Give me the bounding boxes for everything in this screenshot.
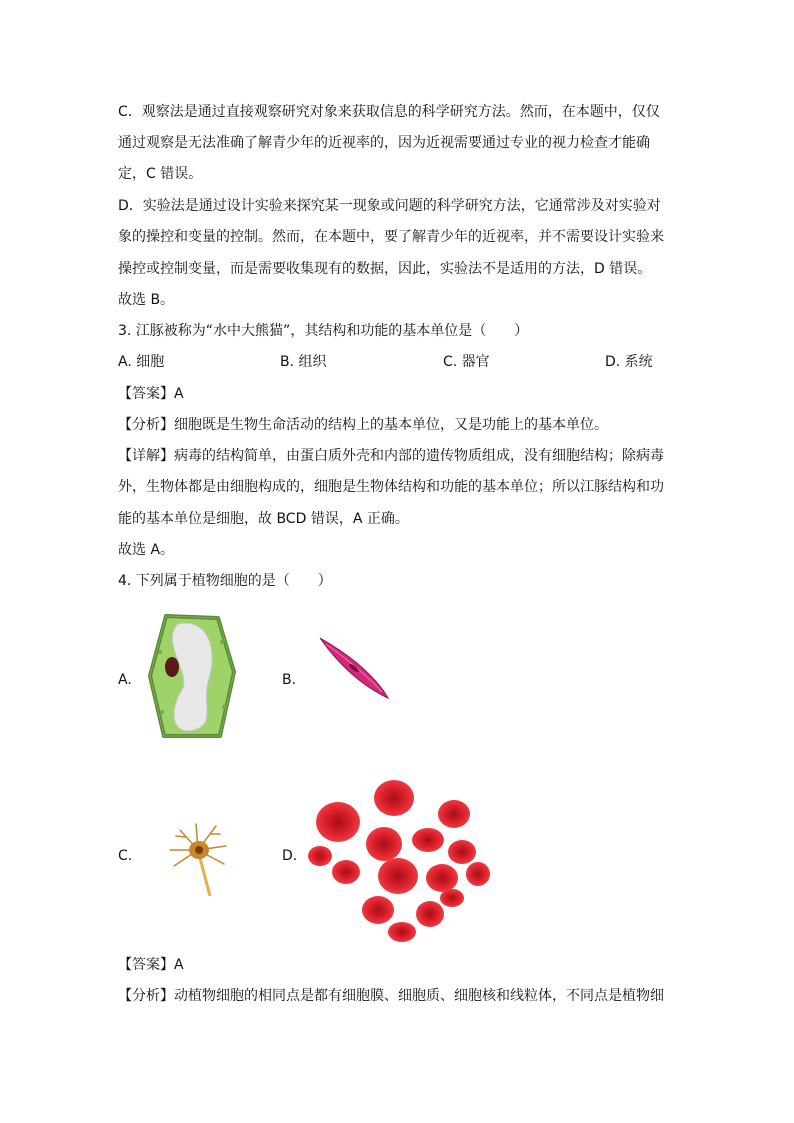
neuron-icon [166,820,230,900]
q3-option-a: A. 细胞 [118,354,165,370]
q4-label-c: C. [118,848,133,864]
q3-detail-2: 外，生物体都是由细胞构成的，细胞是生物体结构和功能的基本单位；所以江豚结构和功 [118,479,664,495]
option-c-explanation-3: 定，C 错误。 [118,166,203,182]
q3-analysis: 【分析】细胞既是生物生命活动的结构上的基本单位，又是功能上的基本单位。 [118,417,608,433]
q3-option-d: D. 系统 [605,354,653,370]
q3-conclusion: 故选 A。 [118,542,175,558]
plant-cell-icon [148,612,238,742]
q3-option-b: B. 组织 [280,354,327,370]
red-blood-cells-icon [302,774,492,944]
smooth-muscle-cell-icon [318,634,392,702]
q3-option-c: C. 器官 [443,354,490,370]
option-d-explanation-3: 操控或控制变量，而是需要收集现有的数据，因此，实验法不是适用的方法，D 错误。 [118,261,652,277]
q4-analysis: 【分析】动植物细胞的相同点是都有细胞膜、细胞质、细胞核和线粒体，不同点是植物细 [118,988,664,1004]
q4-label-a: A. [118,672,132,688]
option-c-explanation-2: 通过观察是无法准确了解青少年的近视率的，因为近视需要通过专业的视力检查才能确 [118,135,650,151]
q4-label-d: D. [282,848,298,864]
option-c-explanation-1: C．观察法是通过直接观察研究对象来获取信息的科学研究方法。然而，在本题中，仅仅 [118,104,660,120]
q2-conclusion: 故选 B。 [118,292,175,308]
q3-answer: 【答案】A [118,386,184,402]
option-d-explanation-1: D．实验法是通过设计实验来探究某一现象或问题的科学研究方法，它通常涉及对实验对 [118,198,661,214]
option-d-explanation-2: 象的操控和变量的控制。然而，在本题中，要了解青少年的近视率，并不需要设计实验来 [118,229,664,245]
q4-stem: 4. 下列属于植物细胞的是（ ） [118,573,332,589]
q4-label-b: B. [282,672,297,688]
q3-detail-1: 【详解】病毒的结构简单，由蛋白质外壳和内部的遗传物质组成，没有细胞结构；除病毒 [118,448,664,464]
q3-detail-3: 能的基本单位是细胞，故 BCD 错误，A 正确。 [118,511,409,527]
q4-answer: 【答案】A [118,957,184,973]
q3-stem: 3. 江豚被称为“水中大熊猫”，其结构和功能的基本单位是（ ） [118,323,529,339]
